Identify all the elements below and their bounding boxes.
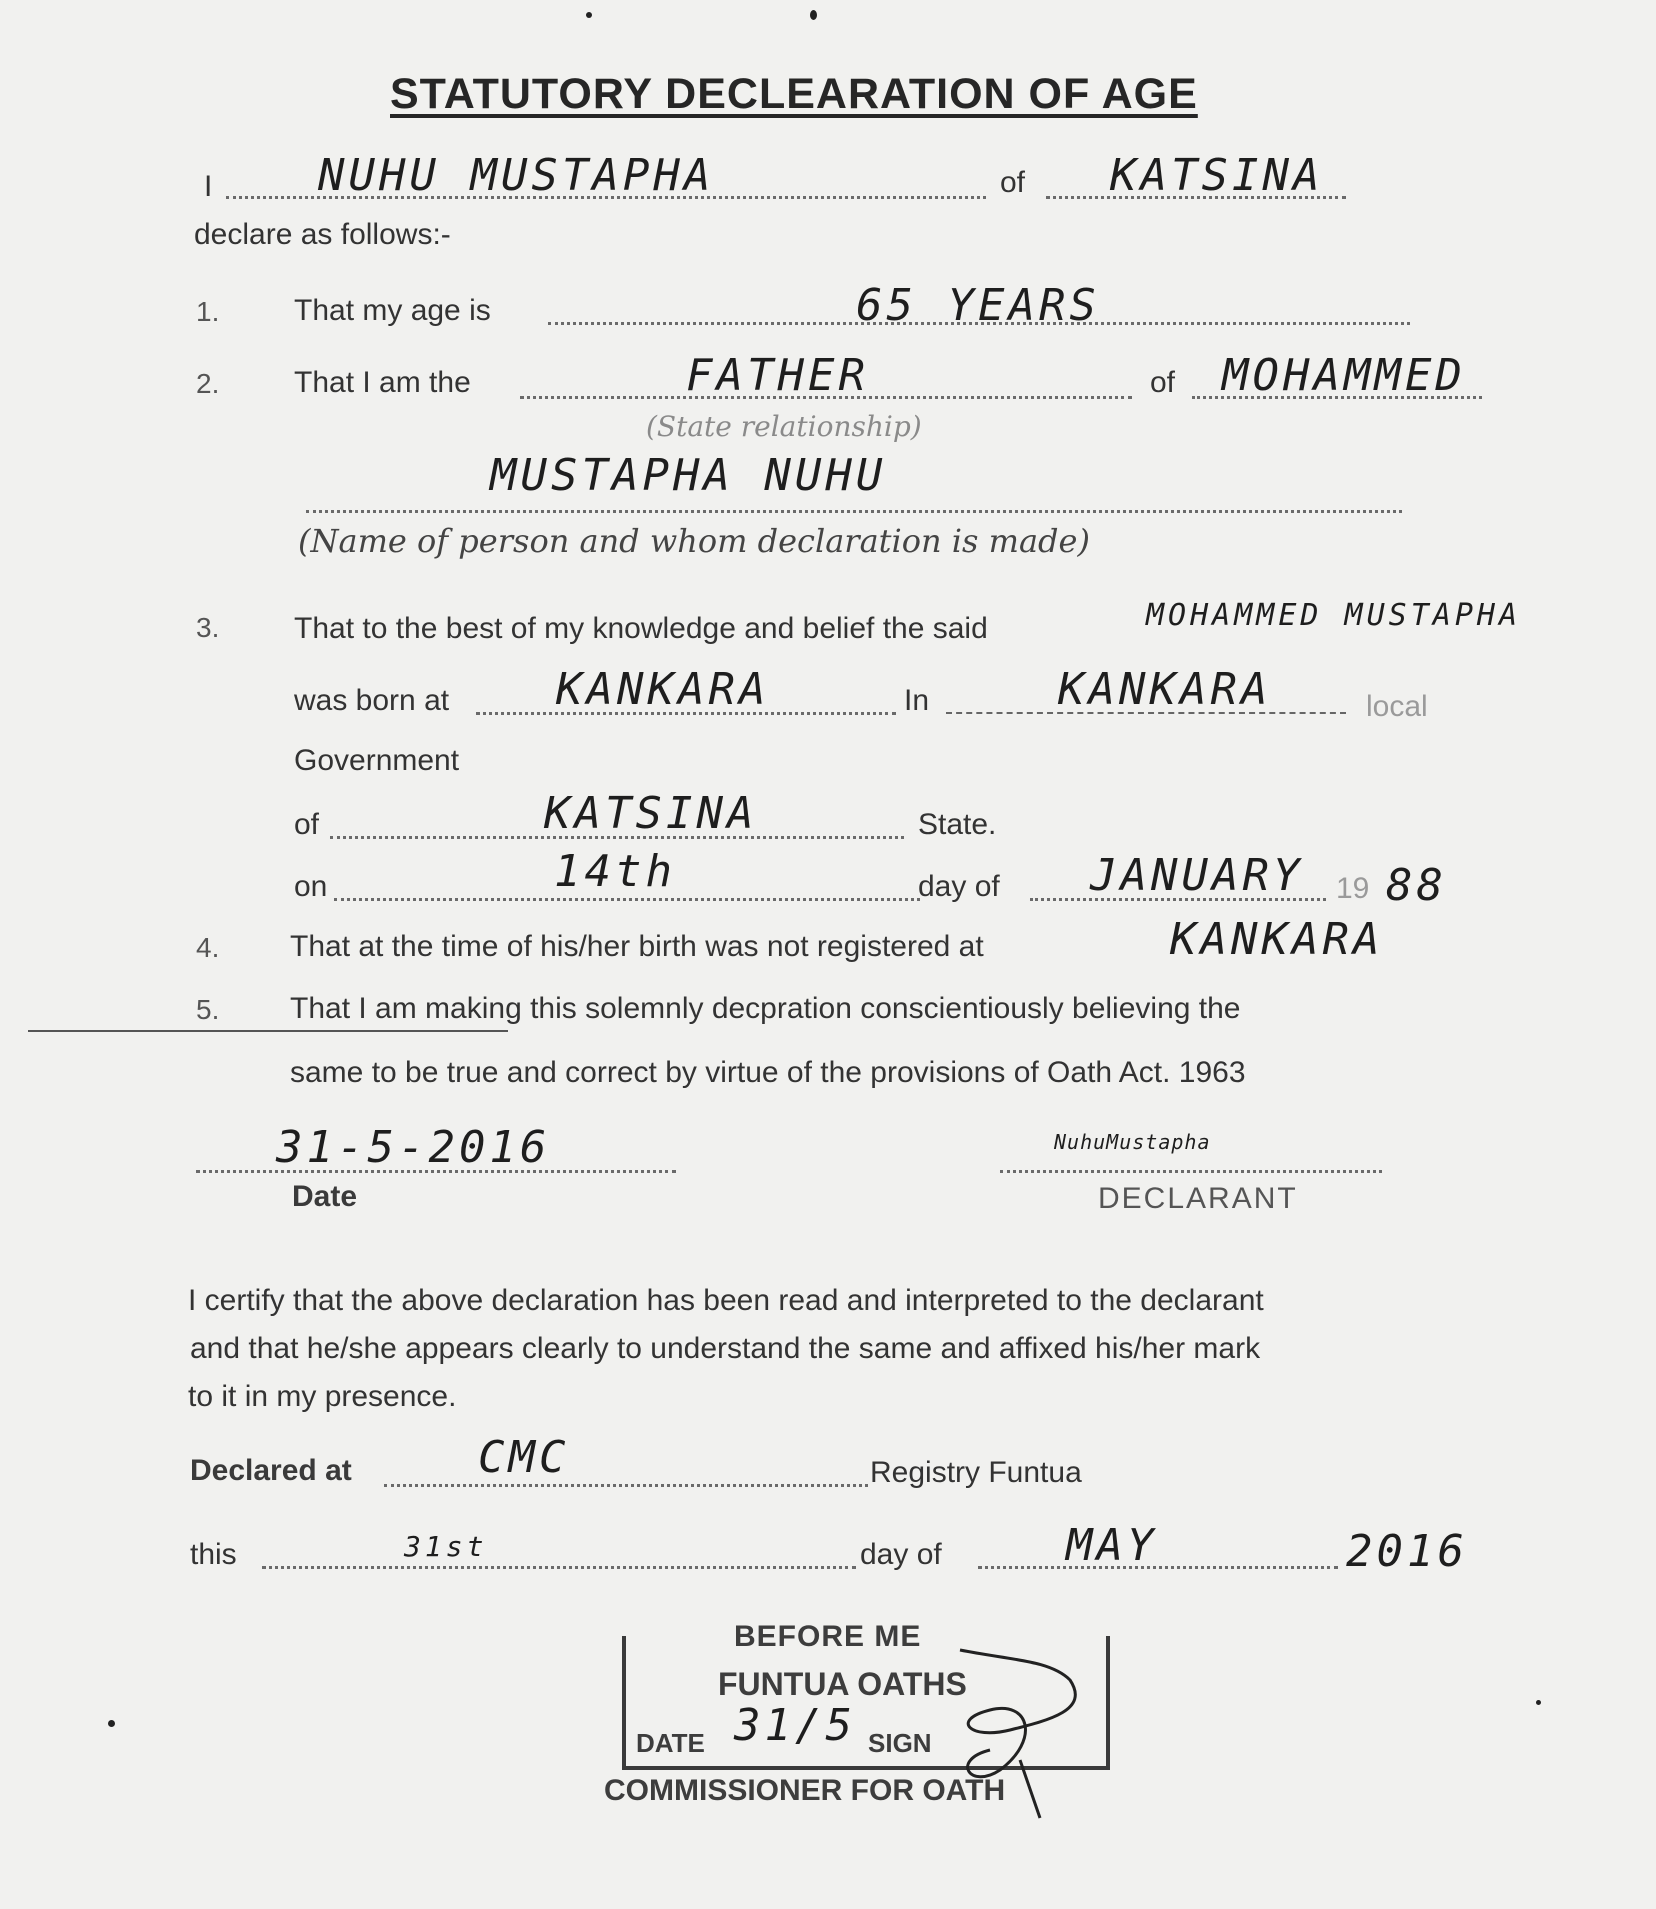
signing-date: 31-5-2016: [276, 1122, 551, 1173]
child-name-part1: MOHAMMED: [1222, 350, 1466, 401]
declarant-place: KATSINA: [1110, 150, 1324, 201]
age-value: 65 YEARS: [856, 280, 1100, 331]
year-prefix: 19: [1336, 872, 1370, 905]
declarant-field-line: [1000, 1170, 1382, 1173]
relationship-note: (State relationship): [646, 410, 922, 443]
child-name-part2: MUSTAPHA NUHU: [490, 450, 887, 501]
item3-label: That to the best of my knowledge and belief the said: [294, 612, 988, 645]
day-field-line: [334, 898, 920, 901]
stamp-date-value: 31/5: [734, 1700, 856, 1751]
in-label: In: [904, 684, 930, 717]
item5-line2: same to be true and correct by virtue of the provisions of Oath Act. 1963: [290, 1056, 1246, 1089]
declared-month-line: [978, 1566, 1338, 1569]
born-place: KANKARA: [556, 664, 770, 715]
declared-month: MAY: [1066, 1520, 1158, 1571]
item2-number: 2.: [196, 368, 220, 399]
stamp-sign-label: SIGN: [868, 1728, 932, 1758]
name-note: (Name of person and whom declaration is made): [298, 522, 1090, 560]
declared-day-of-label: day of: [860, 1538, 942, 1571]
item1-label: That my age is: [294, 294, 491, 327]
item4-label: That at the time of his/her birth was not registered at: [290, 930, 984, 963]
birth-month: JANUARY: [1090, 850, 1304, 901]
item4-number: 4.: [196, 932, 220, 963]
state-label: State.: [918, 808, 997, 841]
declared-at-line: [384, 1484, 868, 1487]
item1-number: 1.: [196, 296, 220, 327]
stamp-before-me: BEFORE ME: [734, 1620, 922, 1653]
intro-of-label: of: [1000, 166, 1026, 199]
certify-line2: and that he/she appears clearly to understand the same and affixed his/her mark: [190, 1332, 1261, 1365]
declared-day: 31st: [404, 1530, 488, 1563]
birth-day: 14th: [554, 846, 676, 897]
commissioner-label: COMMISSIONER FOR OATH: [604, 1774, 1006, 1807]
born-label: was born at: [294, 684, 450, 717]
said-name: MOHAMMED MUSTAPHA: [1146, 598, 1522, 633]
state-value: KATSINA: [544, 788, 758, 839]
speck: [1536, 1700, 1541, 1705]
item2-label: That I am the: [294, 366, 471, 399]
registration-place: KANKARA: [1170, 914, 1384, 965]
intro-prefix: I: [204, 170, 213, 203]
government-label: Government: [294, 744, 460, 777]
stamp-office: FUNTUA OATHS: [718, 1666, 967, 1702]
speck: [810, 10, 817, 20]
item5-number: 5.: [196, 994, 220, 1025]
on-label: on: [294, 870, 328, 903]
item5-line1: That I am making this solemnly decpration conscientiously believing the: [290, 992, 1241, 1025]
date-label: Date: [292, 1180, 358, 1213]
declarant-label: DECLARANT: [1098, 1182, 1298, 1215]
stamp-date-label: DATE: [636, 1728, 705, 1758]
speck: [586, 12, 592, 18]
registry-label: Registry Funtua: [870, 1456, 1082, 1489]
local-label: local: [1366, 690, 1428, 723]
birth-year-suffix: 88: [1386, 860, 1447, 911]
relationship-value: FATHER: [686, 350, 869, 401]
declared-year: 2016: [1346, 1526, 1468, 1577]
certify-line1: I certify that the above declaration has been read and interpreted to the declarant: [188, 1284, 1264, 1317]
day-of-label: day of: [918, 870, 1000, 903]
this-label: this: [190, 1538, 237, 1571]
declarant-name: NUHU MUSTAPHA: [318, 150, 715, 201]
document-title: STATUTORY DECLEARATION OF AGE: [390, 70, 1198, 118]
item2-of-label: of: [1150, 366, 1176, 399]
declared-at-label: Declared at: [190, 1454, 352, 1487]
declarant-signature: NuhuMustapha: [1054, 1130, 1211, 1154]
state-of-label: of: [294, 808, 320, 841]
declare-follows: declare as follows:-: [194, 218, 451, 251]
speck: [108, 1720, 115, 1727]
certify-line3: to it in my presence.: [188, 1380, 457, 1413]
declared-at-value: CMC: [478, 1432, 570, 1483]
margin-rule: [28, 1030, 508, 1032]
item3-number: 3.: [196, 612, 220, 643]
lga-value: KANKARA: [1058, 664, 1272, 715]
declared-day-line: [262, 1566, 856, 1569]
child-name-line: [306, 510, 1402, 513]
